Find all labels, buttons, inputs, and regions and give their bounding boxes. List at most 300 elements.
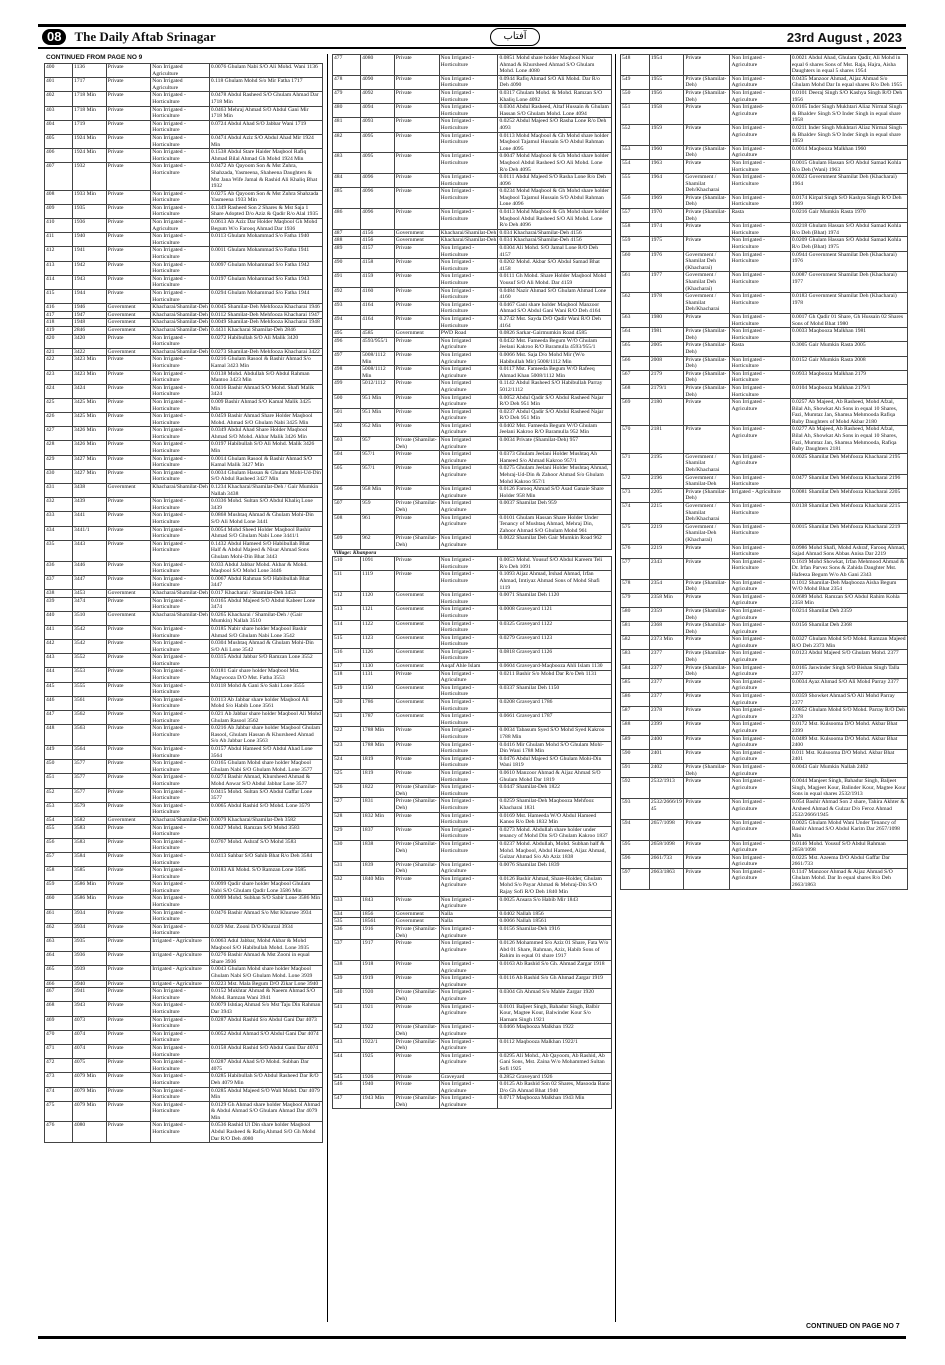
table-row [45, 1101, 323, 1122]
land-class-cell: Non Irrigated - Horticulture [151, 682, 210, 696]
ownership-cell: Private [394, 465, 439, 486]
serial-no-cell: 480 [333, 104, 361, 118]
ownership-cell: Government [106, 319, 151, 327]
table-row [45, 163, 323, 190]
land-class-cell: Non Irrigated - Agriculture [730, 854, 790, 868]
khasra-no-cell: 3441/1 [73, 526, 107, 540]
area-owner-cell: 0.0285 Abdul Majeed S/O Wali Mohd. Dar 4079 Min [209, 1087, 322, 1101]
khasra-no-cell: 957 [361, 437, 395, 451]
land-class-cell: Non Irrigated - Horticulture [439, 769, 498, 783]
land-class-cell: Non Irrigated - Horticulture [439, 592, 498, 606]
table-row [333, 287, 612, 301]
serial-no-cell: 513 [333, 606, 361, 620]
serial-no-cell: 435 [45, 540, 73, 561]
ownership-cell: Private [394, 394, 439, 408]
area-owner-cell: 0.0327 Ghulam Mohd S/O Mohd. Ramzan Majeed R/O Deh 2373 Min [791, 636, 906, 649]
serial-no-cell: 429 [45, 455, 73, 469]
area-owner-cell: 0.0011 Ghulam Mohammad S/o Fatha 1941 [209, 247, 322, 261]
ownership-cell: Private [106, 1030, 151, 1044]
area-owner-cell: 0.0014 Maqbooza Malkhan 1960 [790, 145, 907, 159]
ownership-cell: Private [684, 237, 730, 251]
area-owner-cell: 0.0610 Manzoor Ahmad & Aijaz Ahmad S/O Ghulam Mohd Dar 1819 [498, 769, 612, 783]
serial-no-cell: 561 [621, 272, 650, 293]
ownership-cell: Private [394, 451, 439, 465]
table-row [45, 1087, 323, 1101]
ownership-cell: Private [106, 469, 151, 483]
table-row [45, 64, 323, 78]
serial-no-cell: 420 [45, 334, 73, 348]
khasra-no-cell: 3552 [73, 654, 107, 668]
area-owner-cell: 0.0117 Mst. Fameeda Begum W/O Rafeeq Ahmad Khan 5008/1112 Min [498, 366, 612, 380]
ownership-cell: Private [394, 287, 439, 301]
land-class-cell: Non Irrigated - Agriculture [730, 868, 790, 889]
ownership-cell: Private [394, 571, 439, 592]
area-owner-cell: 0.0689 Mohd. Ramzan S/O Abdul Rahim Kohla 2358 Min [790, 593, 907, 607]
khasra-no-cell: 3553 [73, 668, 107, 682]
ownership-cell: Government [394, 648, 439, 662]
area-owner-cell: 0.0304 Abdul Rasheed, Altaf Hussain & Ghulam Hassan S/O Ghulam Mohd. Lone 4094 [498, 104, 612, 118]
khasra-no-cell: 3583 [73, 838, 107, 852]
khasra-no-cell: 4096 [361, 174, 395, 188]
table-row [333, 961, 612, 975]
khasra-no-cell: 1943 Min [361, 1095, 395, 1109]
khasra-no-cell: 4164 [361, 315, 395, 329]
khasra-no-cell: 2377 [649, 650, 684, 664]
area-owner-cell: 0.0052 Abdul Ahmad S/O Abdul Gani Dar 4074 [209, 1030, 322, 1044]
khasra-no-cell: 2215 [649, 503, 684, 524]
khasra-no-cell: 2179/1 [649, 384, 684, 398]
area-owner-cell: 0.0275 Ab Qayoom Son & Mst Zuhra Shahzada Yasmeena 1933 Min [209, 190, 322, 204]
table-row [45, 1059, 323, 1073]
table-row [45, 966, 323, 980]
area-owner-cell: 0.118 Ghulam Mohd S/o Mir Fatha 1717 [209, 78, 322, 92]
area-owner-cell: 0.0049 Shamilat-Deh Mehfooza Khacharai 1948 [209, 319, 322, 327]
area-owner-cell: 0.054 Bashir Ahmad Son 2 share, Tahira Akhter & Arsheed Ahmad & Gulzar D/o Feroz Ahmad 2532/2666/1945 [790, 798, 907, 819]
table-row [333, 174, 612, 188]
serial-no-cell: 419 [45, 326, 73, 334]
column-divider [615, 54, 616, 1322]
khasra-no-cell: 1940 [361, 1081, 395, 1095]
khasra-no-cell: 18561 [361, 918, 395, 926]
khasra-no-cell: 3425 Min [73, 413, 107, 427]
khasra-no-cell: 959 [361, 500, 395, 514]
serial-no-cell: 591 [621, 763, 650, 777]
serial-no-cell: 502 [333, 422, 361, 436]
serial-no-cell: 560 [621, 251, 650, 272]
serial-no-cell: 457 [45, 852, 73, 866]
khasra-no-cell: 4079 Min [73, 1101, 107, 1122]
table-row [333, 798, 612, 812]
serial-no-cell: 417 [45, 311, 73, 319]
ownership-cell: Government [394, 910, 439, 918]
ownership-cell: Private [394, 1003, 439, 1024]
land-class-cell: Non Irrigated - Horticulture [439, 784, 498, 798]
area-owner-cell: 0.0047 Mohd Maqbool & Gh Mohd share holder Maqbool Abdul Rasheed S/O Ali Mohd. Lone R/o Deh 4095 [498, 153, 612, 174]
land-class-cell: Non Irrigated - Agriculture [151, 219, 210, 233]
khasra-no-cell: 1131 [361, 670, 395, 684]
land-class-cell: Non Irrigated - Horticulture [151, 561, 210, 575]
land-class-cell: Non Irrigated - Horticulture [730, 293, 790, 314]
table-row [45, 398, 323, 412]
khasra-no-cell: 3562 [73, 711, 107, 725]
land-class-cell: Non Irrigated - Agriculture [730, 55, 790, 76]
ownership-cell: Private [684, 223, 730, 237]
serial-no-cell: 475 [45, 1101, 73, 1122]
land-class-cell: Non Irrigated - Agriculture [439, 861, 498, 875]
land-class-cell: Non Irrigated - Horticulture [439, 315, 498, 329]
land-class-cell: Non Irrigated Agriculture [439, 351, 498, 365]
land-class-cell: Non Irrigated - Horticulture [730, 159, 790, 173]
land-class-cell: Non Irrigated Agriculture [439, 500, 498, 514]
khasra-no-cell: 1831 [361, 798, 395, 812]
serial-no-cell: 535 [333, 918, 361, 926]
land-class-cell: Non Irrigated - Agriculture [730, 145, 790, 159]
serial-no-cell: 563 [621, 313, 650, 327]
area-owner-cell: 0.0223 Mst. Mala Begum D/O Zikar Lone 3940 [209, 980, 322, 988]
area-owner-cell: 0.0116 Ab Rashid S/o Gh Ahmad Zargar 1919 [498, 975, 612, 989]
ownership-cell: Private [106, 92, 151, 106]
khasra-no-cell: 1843 [361, 896, 395, 910]
khasra-no-cell: 951 Min [361, 394, 395, 408]
land-class-cell: Non Irrigated - Horticulture [730, 523, 790, 544]
serial-no-cell: 452 [45, 788, 73, 802]
ownership-cell: Private [684, 399, 730, 426]
ownership-cell: Private [106, 938, 151, 952]
table-row [621, 124, 908, 145]
serial-no-cell: 490 [333, 259, 361, 273]
table-row [45, 561, 323, 575]
khasra-no-cell: 3474 [73, 597, 107, 611]
ownership-cell: Private (Shamilat-Deh) [684, 75, 730, 89]
khasra-no-cell: 1719 [73, 120, 107, 134]
khasra-no-cell: 3427 Min [73, 455, 107, 469]
table-row [621, 523, 908, 544]
table-row [333, 535, 612, 549]
area-owner-cell: 0.0025 Shamilat Deh Mehfooza Khacharai 2195 [790, 453, 907, 474]
ownership-cell: Private [106, 867, 151, 881]
table-row [45, 370, 323, 384]
table-row [621, 503, 908, 524]
land-class-cell: Non Irrigated Agriculture [439, 408, 498, 422]
area-owner-cell: 0.0112 Shamilat-Deh Mehfooza Khacharai 1947 [209, 311, 322, 319]
area-owner-cell: 0.0724 Abdul Ahad S/O Jabbar Wani 1719 [209, 120, 322, 134]
table-row [333, 549, 612, 557]
serial-no-cell: 427 [45, 427, 73, 441]
serial-no-cell: 590 [621, 749, 650, 763]
serial-no-cell: 472 [45, 1059, 73, 1073]
table-row [621, 854, 908, 868]
table-row [333, 451, 612, 465]
area-owner-cell: 0.1619 Mohd Showkat, Irfan Mehmood Ahmad & Dr. Irfan Parvez Sons & Zahida Daughter Mst. Hafeeza Begum W/o Ab Gani 2343 [790, 558, 907, 579]
table-row [45, 895, 323, 909]
area-owner-cell: 0.0415 Mohd. Sultan S/O Abdul Gaffar Lone 3577 [209, 788, 322, 802]
land-class-cell: Non Irrigated - Agriculture [439, 940, 498, 961]
ownership-cell: Private [106, 923, 151, 937]
khasra-no-cell: 1840 Min [361, 875, 395, 896]
ownership-cell: Private [394, 209, 439, 230]
land-class-cell: Non Irrigated - Horticulture [151, 398, 210, 412]
table-row [621, 313, 908, 327]
ownership-cell: Government [394, 634, 439, 648]
land-class-cell: Non Irrigated - Horticulture [151, 1030, 210, 1044]
area-owner-cell: 0.0165 Jaswinder Singh S/O Bishan Singh Talla 2377 [790, 664, 907, 678]
ownership-cell: Private [684, 159, 730, 173]
table-row [621, 636, 908, 650]
serial-no-cell: 445 [45, 682, 73, 696]
land-class-cell: Non Irrigated - Horticulture [439, 273, 498, 287]
land-class-cell: Non Irrigated - Agriculture [730, 579, 790, 593]
serial-no-cell: 518 [333, 670, 361, 684]
ownership-cell: Private [684, 313, 730, 327]
area-owner-cell: 0.0066 Nallah 18561 [498, 918, 612, 926]
area-owner-cell: 0.0165 Inder Singh Mukhtari Aliaz Nirmal Singh & Bhaldev Singh S/O Inder Singh in equal share 1958 [790, 104, 907, 125]
area-owner-cell: 0.0156 Shamilat Deh 2368 [790, 622, 907, 636]
khasra-no-cell: 1943 [73, 275, 107, 289]
serial-no-cell: 521 [333, 713, 361, 727]
table-row [45, 816, 323, 824]
area-owner-cell: 0.0034 Tabasum Syed S/O Mohd Syed Kakroo 1788 Min [498, 727, 612, 741]
area-owner-cell: 0.0359 Showket Ahmad S/O Ali Mohd Parray 2377 [790, 693, 907, 707]
land-class-cell: Non Irrigated - Agriculture [730, 75, 790, 89]
serial-no-cell: 481 [333, 118, 361, 132]
table-row [45, 334, 323, 348]
land-class-cell: Non Irrigated - Agriculture [439, 961, 498, 975]
area-owner-cell: 0.0034 Private (Shamilat-Deh) 957 [498, 437, 612, 451]
ownership-cell: Government / Shamilat Deh/Khacharai [684, 293, 730, 314]
area-owner-cell: 0.1093 Aijaz Ahmad, Irshad Ahmad, Irfan Ahmad, Imtiyaz Ahmad Sons of Mohd Shafi 1119 [498, 571, 612, 592]
serial-no-cell: 552 [621, 124, 650, 145]
ownership-cell: Government [394, 229, 439, 237]
table-row [621, 104, 908, 125]
khasra-no-cell: 1091 [361, 557, 395, 571]
table-row [333, 422, 612, 436]
land-class-cell: Non Irrigated - Agriculture [439, 1024, 498, 1038]
table-row [621, 819, 908, 840]
table-row [621, 370, 908, 384]
area-owner-cell: 0.0304 Gh Ahmad S/o Mahle Zargar 1920 [498, 989, 612, 1003]
khasra-no-cell: 4158 [361, 259, 395, 273]
serial-no-cell: 558 [621, 223, 650, 237]
table-row [333, 875, 612, 896]
ownership-cell: Private [394, 55, 439, 76]
area-owner-cell: 0.0113 Ab Jabbar share holder Maqbool Ali Mohd S/o Habib Lone 3561 [209, 696, 322, 710]
land-class-cell: Non Irrigated - Agriculture [730, 840, 790, 854]
ownership-cell: Private [394, 380, 439, 394]
land-class-cell: Non Irrigated - Horticulture [151, 427, 210, 441]
land-class-cell: Non Irrigated - Horticulture [439, 648, 498, 662]
area-owner-cell: 0.0216 Ghulam Rasool & Bashir Ahmad S/o Kamal 3423 Min [209, 356, 322, 370]
ownership-cell: Private [106, 1044, 151, 1058]
khasra-no-cell: 3447 [73, 575, 107, 589]
area-owner-cell: 0.0237 Mohd. Abdullah, Mohd. Subhan half & Mohd. Maqbool, Abdul Hameed, Aijaz Ahmad, Gulzar Ahmad S/o Ab Aziz 1838 [498, 840, 612, 861]
serial-no-cell: 580 [621, 607, 650, 621]
area-owner-cell: 0.0101 Deeraj Singh S/O Kashya Singh R/O Deh 1956 [790, 89, 907, 103]
khasra-no-cell: 1856 [361, 910, 395, 918]
land-class-cell: Non Irrigated - Agriculture [439, 975, 498, 989]
khasra-no-cell: 1963 [649, 159, 684, 173]
khasra-no-cell: 2378 [649, 707, 684, 721]
table-row [45, 760, 323, 774]
table-row [333, 229, 612, 237]
ownership-cell: Government [106, 816, 151, 824]
khasra-no-cell: 4096 [361, 209, 395, 230]
table-row [621, 693, 908, 707]
khasra-no-cell: 1832 Min [361, 812, 395, 826]
khasra-no-cell: 4075 [73, 1059, 107, 1073]
serial-no-cell: 408 [45, 190, 73, 204]
khasra-no-cell: 3577 [73, 774, 107, 788]
land-class-cell: Non Irrigated Agriculture [151, 64, 210, 78]
table-row [621, 544, 908, 558]
khasra-no-cell: 5012/1112 [361, 380, 395, 394]
khasra-no-cell: 951 Min [361, 408, 395, 422]
table-row [45, 952, 323, 966]
khasra-no-cell: 1788 Min [361, 741, 395, 755]
land-class-cell: Non Irrigated - Horticulture [151, 134, 210, 148]
area-owner-cell: 0.0416 Bashir Ahmad S/O Mohd. Shafi Malik 3424 [209, 384, 322, 398]
serial-no-cell: 566 [621, 356, 650, 370]
khasra-no-cell: 1925 [361, 1052, 395, 1073]
area-owner-cell: 0.0165 Abdul Majeed S/O Abdul Kabeer Lone 3474 [209, 597, 322, 611]
column-3 [620, 54, 908, 1322]
table-row [45, 1044, 323, 1058]
land-class-cell: Khacharai/Shamilat-Deh [440, 237, 497, 244]
area-owner-cell: 0.0287 Abdul Rashid S/o Abdul Gani Dar 4073 [209, 1016, 322, 1030]
table-row [333, 713, 612, 727]
ownership-cell: Private [106, 356, 151, 370]
table-row [333, 408, 612, 422]
land-class-cell: Non Irrigated - Horticulture [439, 826, 498, 840]
ownership-cell: Private [106, 219, 151, 233]
area-owner-cell: 0.0126 Farooq Ahmad S/O Asad Ganaie Share Holder 958 Min [498, 486, 612, 500]
area-owner-cell: 0.0152 Mukhtar Ahmad & Naeem Ahmad S/O Mohd. Ramzan Wani 3941 [209, 988, 322, 1002]
ownership-cell: Private [106, 441, 151, 455]
ownership-cell: Government [106, 311, 151, 319]
ownership-cell: Private [684, 798, 730, 819]
serial-no-cell: 515 [333, 634, 361, 648]
land-class-cell: Non Irrigated - Horticulture [730, 174, 790, 195]
khasra-no-cell: 1122 [361, 620, 395, 634]
khasra-no-cell: 1959 [649, 124, 684, 145]
table-row [333, 755, 612, 769]
table-row [621, 453, 908, 474]
land-class-cell: Non Irrigated - Horticulture [439, 174, 498, 188]
table-row [333, 684, 612, 698]
table-row [333, 104, 612, 118]
land-class-cell: Non Irrigated - Horticulture [151, 1016, 210, 1030]
table-row [333, 571, 612, 592]
ownership-cell: Private [106, 1087, 151, 1101]
khasra-no-cell: 2402 [649, 763, 684, 777]
table-row [333, 259, 612, 273]
table-row [621, 328, 908, 342]
ownership-cell: Private [106, 760, 151, 774]
area-owner-cell: 0.0066 Mst. Saja D/o Mohd Mir (W/o Habibullah Mir) 5008/1112 Min [498, 351, 612, 365]
serial-no-cell: 520 [333, 699, 361, 713]
ownership-cell: Private [684, 707, 730, 721]
ownership-cell: Private (Shamilat-Deh) [684, 209, 730, 223]
serial-no-cell: 553 [621, 145, 650, 159]
land-class-cell: Non Irrigated - Horticulture [151, 190, 210, 204]
serial-no-cell: 529 [333, 826, 361, 840]
area-owner-cell: 0.2852 Graveyard 1926 [498, 1073, 612, 1081]
area-owner-cell: 0.0295 Ali Mohd., Ab Qayoom, Ab Rashid, Ab Gani Sons, Mst. Zaina W/o Mohammed Sultan Sofi 1925 [498, 1052, 612, 1073]
area-owner-cell: 0.0432 Mst. Fameeda Begum W/O Ghulam Jeelani Kakroo R/O Baramulla 4593/955/1 [498, 337, 612, 351]
ownership-cell: Private (Shamilat-Deh) [684, 622, 730, 636]
area-owner-cell: 0.0157 Abdul Hameed S/O Abdul Ahad Lone 3564 [209, 746, 322, 760]
khasra-no-cell: 2180 [649, 399, 684, 426]
table-row [333, 699, 612, 713]
area-owner-cell: 0.0034 Ghulam Hassan & Ghulam Mohi-Ud-Din S/O Abdul Rasheed 3427 Min [210, 469, 321, 483]
serial-no-cell: 447 [45, 711, 73, 725]
khasra-no-cell: 2368 [649, 622, 684, 636]
table-row [621, 342, 908, 356]
area-owner-cell: 0.0211 Bashir S/o Mohd Dar R/o Deh 1131 [498, 670, 612, 684]
land-class-cell: Non Irrigated - Agriculture [730, 693, 790, 707]
table-row [333, 330, 612, 338]
khasra-no-cell: 1942 [73, 261, 107, 275]
serial-no-cell: 461 [45, 909, 73, 923]
area-owner-cell: 0.0216 Ab Jabbar share holder Maqbool Ghulam Rasool, Ghulam Hassan & Khursheed Ahmad S/o Ab Jabbar Lone 3563 [209, 725, 322, 746]
land-class-cell: Non Irrigated - Horticulture [730, 328, 790, 342]
khasra-no-cell: 3583 [73, 824, 107, 838]
area-owner-cell: 0.0826 Sarkar-Gairmumkin Road 4585 [498, 330, 612, 338]
land-class-cell: Non Irrigated Agriculture [439, 535, 498, 549]
table-row [333, 784, 612, 798]
table-row [621, 622, 908, 636]
serial-no-cell: 585 [621, 678, 650, 692]
area-owner-cell: 0.0185 Nabir share holder Maqbool Bashir Ahmad S/O Ghulam Nabi Lone 3542 [209, 625, 322, 639]
land-class-cell: Non Irrigated - Horticulture [730, 237, 790, 251]
ownership-cell: Private (Shamilat-Deh) [684, 763, 730, 777]
ownership-cell: Private [394, 188, 439, 209]
area-owner-cell: 0.0661 Graveyard 1787 [498, 713, 612, 727]
land-class-cell: Non Irrigated - Horticulture [439, 209, 498, 230]
area-owner-cell: 0.021 Ab Jabbar share holder Maqbool Ali Mohd Ghulam Rasool 3562 [210, 711, 321, 724]
land-class-cell: Non Irrigated - Horticulture [151, 597, 210, 611]
khasra-no-cell: 1819 [361, 755, 395, 769]
table-row [45, 1002, 323, 1016]
serial-no-cell: 487 [333, 229, 361, 237]
land-class-cell: Non Irrigated - Horticulture [439, 699, 498, 713]
serial-no-cell: 485 [333, 188, 361, 209]
ownership-cell: Private [106, 788, 151, 802]
land-class-cell: Non Irrigated - Horticulture [151, 384, 210, 398]
serial-no-cell: 468 [45, 1002, 73, 1016]
land-class-cell: Non Irrigated - Horticulture [151, 909, 210, 923]
ownership-cell: Government [394, 237, 439, 245]
land-class-cell: Non Irrigated Agriculture [439, 451, 498, 465]
area-owner-cell: 0.0218 Ghulam Hassan S/O Abdul Samad Kohla R/o Deh (Bhat) 1974 [790, 223, 907, 237]
land-class-cell: Non Irrigated - Agriculture [439, 1003, 498, 1024]
area-owner-cell: 0.0467 Gani share holder Maqbool Manzoor Ahmad S/O Abdul Gani Wani R/O Deh 4164 [498, 301, 612, 315]
ownership-cell: Private [394, 132, 439, 153]
area-owner-cell: 0.0152 Gair Mumkin Rasta 2008 [790, 356, 907, 370]
land-class-cell: Non Irrigated - Horticulture [151, 512, 210, 526]
area-owner-cell: 0.0025 Ansara S/o Habib Mir 1843 [498, 896, 612, 910]
area-owner-cell: 0.1234 Khacharai/Shamilat-Deh / Gair Mumkin Nallah 3438 [209, 484, 322, 498]
table-row [621, 840, 908, 854]
table-row [333, 380, 612, 394]
table-row [45, 881, 323, 895]
land-class-cell: Non Irrigated - Horticulture [151, 149, 210, 163]
serial-no-cell: 537 [333, 940, 361, 961]
ownership-cell: Private (Shamilat-Deh) [394, 840, 439, 861]
area-owner-cell: 0.0023 Government Shamilat Deh (Khacharai) 1964 [790, 174, 907, 195]
table-row [333, 486, 612, 500]
land-class-cell: Non Irrigated - Agriculture [730, 426, 790, 453]
serial-no-cell: 489 [333, 245, 361, 259]
